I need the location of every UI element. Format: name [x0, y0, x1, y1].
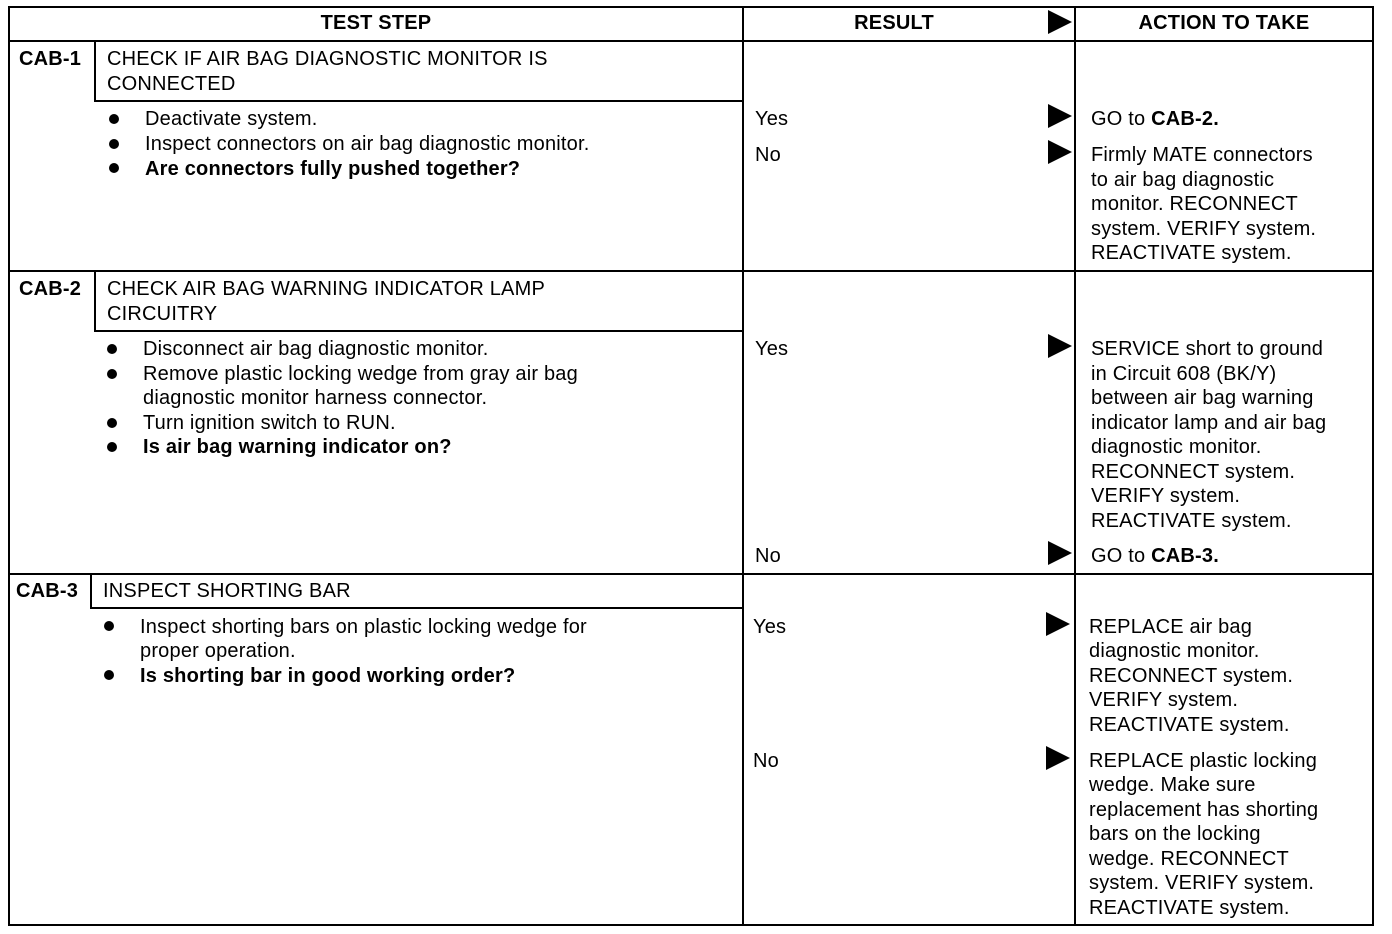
bullet-icon [104, 670, 114, 680]
arrow-icon [1048, 334, 1072, 358]
action-suffix: . [1213, 545, 1219, 567]
column-divider-action [1074, 6, 1076, 926]
action-cab2-yes-5: diagnostic monitor. [1091, 436, 1262, 458]
instruction-cab1-1: Deactivate system. [145, 108, 318, 130]
action-cab3-no-4: bars on the locking [1089, 823, 1261, 845]
bullet-icon [104, 621, 114, 631]
result-cab2-no: No [755, 545, 781, 567]
action-cab3-yes-1: REPLACE air bag [1089, 616, 1253, 638]
bullet-icon [107, 418, 117, 428]
table-border-left [8, 6, 10, 926]
step-title-cab3: INSPECT SHORTING BAR [103, 580, 351, 602]
row-divider-cab3 [8, 573, 1374, 575]
header-test-step: TEST STEP [320, 12, 432, 34]
cab1-title-underline [94, 100, 744, 102]
table-border-right [1372, 6, 1374, 926]
row-divider-cab2 [8, 270, 1374, 272]
arrow-icon [1048, 541, 1072, 565]
bullet-icon [109, 139, 119, 149]
action-cab2-yes-7: VERIFY system. [1091, 485, 1241, 507]
action-cab1-no-1: Firmly MATE connectors [1091, 144, 1313, 166]
result-cab1-yes: Yes [755, 108, 789, 130]
action-cab3-no-2: wedge. Make sure [1089, 774, 1256, 796]
instruction-cab2-1: Disconnect air bag diagnostic monitor. [143, 338, 489, 360]
action-cab1-yes [1091, 107, 1219, 132]
instruction-cab2-2-line2: diagnostic monitor harness connector. [143, 387, 488, 409]
cab3-title-underline [90, 607, 744, 609]
instruction-cab3-1-line2: proper operation. [140, 640, 296, 662]
action-cab2-yes-6: RECONNECT system. [1091, 461, 1296, 483]
column-divider-result [742, 6, 744, 926]
action-cab2-yes-3: between air bag warning [1091, 387, 1314, 409]
action-cab3-no-6: system. VERIFY system. [1089, 872, 1315, 894]
instruction-cab3-1-line1: Inspect shorting bars on plastic locking wedge for [140, 616, 587, 638]
instruction-cab2-3: Turn ignition switch to RUN. [143, 412, 396, 434]
action-cab2-yes-1: SERVICE short to ground [1091, 338, 1324, 360]
bullet-icon [107, 369, 117, 379]
cab2-id-divider [94, 270, 96, 332]
instruction-cab1-2: Inspect connectors on air bag diagnostic monitor. [145, 133, 590, 155]
arrow-icon [1046, 746, 1070, 770]
action-cab3-no-3: replacement has shorting [1089, 799, 1319, 821]
action-cab2-no [1091, 544, 1219, 569]
action-cab3-no-1: REPLACE plastic locking [1089, 750, 1318, 772]
instruction-cab2-2-line1: Remove plastic locking wedge from gray air bag [143, 363, 578, 385]
step-id-cab1: CAB-1 [19, 48, 82, 70]
cab3-id-divider [90, 573, 92, 609]
action-cab3-yes-4: VERIFY system. [1089, 689, 1239, 711]
action-ref: CAB-3 [1151, 545, 1214, 567]
action-cab1-no-4: system. VERIFY system. [1091, 218, 1317, 240]
step-id-cab3: CAB-3 [16, 580, 79, 602]
step-title-cab1-line1: CHECK IF AIR BAG DIAGNOSTIC MONITOR IS [107, 48, 548, 70]
bullet-icon [109, 163, 119, 173]
action-cab3-no-7: REACTIVATE system. [1089, 897, 1290, 919]
action-cab3-yes-2: diagnostic monitor. [1089, 640, 1260, 662]
instruction-cab3-2: Is shorting bar in good working order? [140, 665, 516, 687]
bullet-icon [107, 344, 117, 354]
bullet-icon [107, 442, 117, 452]
instruction-cab2-4: Is air bag warning indicator on? [143, 436, 452, 458]
header-action: ACTION TO TAKE [1138, 12, 1310, 34]
action-cab1-no-2: to air bag diagnostic [1091, 169, 1275, 191]
result-cab1-no: No [755, 144, 781, 166]
header-result: RESULT [854, 12, 934, 34]
action-cab2-yes-4: indicator lamp and air bag [1091, 412, 1327, 434]
step-title-cab2-line1: CHECK AIR BAG WARNING INDICATOR LAMP [107, 278, 546, 300]
action-cab1-no-3: monitor. RECONNECT [1091, 193, 1298, 215]
bullet-icon [109, 114, 119, 124]
action-text: GO to [1091, 108, 1152, 130]
arrow-icon [1048, 104, 1072, 128]
step-title-cab1-line2: CONNECTED [107, 73, 236, 95]
result-cab3-yes: Yes [753, 616, 787, 638]
action-cab2-yes-2: in Circuit 608 (BK/Y) [1091, 363, 1277, 385]
action-cab2-yes-8: REACTIVATE system. [1091, 510, 1292, 532]
step-title-cab2-line2: CIRCUITRY [107, 303, 218, 325]
action-suffix: . [1213, 108, 1219, 130]
action-cab1-no-5: REACTIVATE system. [1091, 242, 1292, 264]
result-cab2-yes: Yes [755, 338, 789, 360]
instruction-cab1-3: Are connectors fully pushed together? [145, 158, 521, 180]
table-border-top [8, 6, 1374, 8]
action-text: GO to [1091, 545, 1152, 567]
table-border-bottom [8, 924, 1374, 926]
result-cab3-no: No [753, 750, 779, 772]
arrow-icon [1048, 140, 1072, 164]
action-ref: CAB-2 [1151, 108, 1214, 130]
header-divider [8, 40, 1374, 42]
action-cab3-yes-3: RECONNECT system. [1089, 665, 1294, 687]
step-id-cab2: CAB-2 [19, 278, 82, 300]
action-cab3-yes-5: REACTIVATE system. [1089, 714, 1290, 736]
header-arrow-icon [1048, 10, 1072, 34]
arrow-icon [1046, 612, 1070, 636]
cab2-title-underline [94, 330, 744, 332]
cab1-id-divider [94, 40, 96, 102]
action-cab3-no-5: wedge. RECONNECT [1089, 848, 1289, 870]
